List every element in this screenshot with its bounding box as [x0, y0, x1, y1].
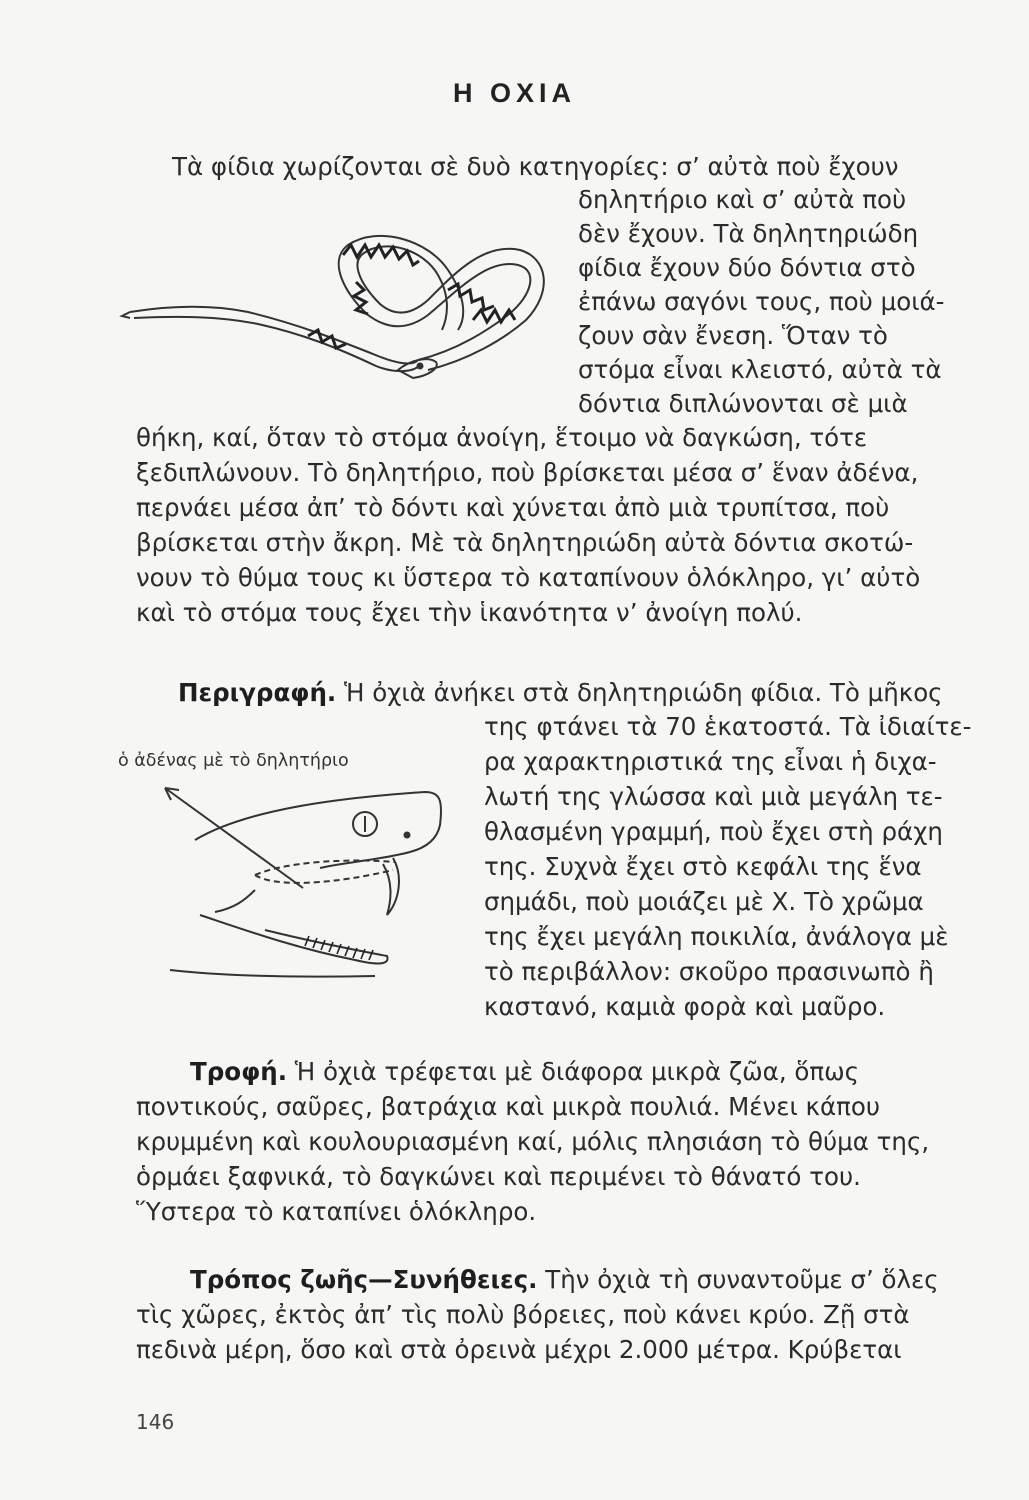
page-title: Η ΟΧΙΑ	[452, 78, 576, 108]
intro-line-12: βρίσκεται στὴν ἄκρη. Μὲ τὰ δηλητηριώδη αὐτὰ δόντια σκοτώ-	[136, 528, 914, 557]
intro-line-5: ἐπάνω σαγόνι τους, ποὺ μοιά-	[578, 287, 945, 316]
intro-line-9: θήκη, καί, ὅταν τὸ στόμα ἀνοίγη, ἕτοιμο νὰ δαγκώση, τότε	[136, 423, 868, 452]
figure-caption: ὁ ἀδένας μὲ τὸ δηλητήριο	[118, 751, 349, 771]
intro-line-13: νουν τὸ θύμα τους κι ὕστερα τὸ καταπίνουν ὁλόκληρο, γι’ αὐτὸ	[136, 563, 921, 592]
description-line-10: καστανό, καμιὰ φορὰ καὶ μαῦρο.	[484, 992, 886, 1021]
description-line-2: της φτάνει τὰ 70 ἑκατοστά. Τὰ ἰδιαίτε-	[484, 712, 972, 741]
intro-line-8: δόντια διπλώνονται σὲ μιὰ	[578, 389, 908, 418]
page-number: 146	[136, 1410, 175, 1434]
lifestyle-first-line: Τὴν ὀχιὰ τὴ συναντοῦμε σ’ ὅλες	[537, 1265, 939, 1294]
lifestyle-line-2: τὶς χῶρες, ἐκτὸς ἀπ’ τὶς πολὺ βόρειες, ποὺ κάνει κρύο. Ζῇ στὰ	[136, 1300, 910, 1329]
description-line-3: ρα χαρακτηριστικά της εἶναι ἡ διχα-	[484, 747, 937, 776]
description-line-8: της ἔχει μεγάλη ποικιλία, ἀνάλογα μὲ	[484, 922, 949, 951]
intro-line-1: Τὰ φίδια χωρίζονται σὲ δυὸ κατηγορίες: σ’ αὐτὰ ποὺ ἔχουν	[172, 152, 899, 181]
intro-line-4: φίδια ἔχουν δύο δόντια στὸ	[578, 253, 916, 282]
intro-line-10: ξεδιπλώνουν. Τὸ δηλητήριο, ποὺ βρίσκεται μέσα σ’ ἕναν ἀδένα,	[136, 458, 919, 487]
food-first-line: Ἡ ὀχιὰ τρέφεται μὲ διάφορα μικρὰ ζῶα, ὅπως	[287, 1057, 860, 1086]
lifestyle-line-3: πεδινὰ μέρη, ὅσο καὶ στὰ ὀρεινὰ μέχρι 2.000 μέτρα. Κρύβεται	[136, 1335, 902, 1364]
food-heading: Τροφή.	[190, 1057, 287, 1086]
description-line-6: της. Συχνὰ ἔχει στὸ κεφάλι της ἕνα	[484, 852, 922, 881]
viper-illustration	[128, 220, 568, 410]
food-line-4: ὁρμάει ξαφνικά, τὸ δαγκώνει καὶ περιμένει τὸ θάνατό του.	[136, 1162, 861, 1191]
intro-line-2: δηλητήριο καὶ σ’ αὐτὰ ποὺ	[578, 185, 907, 214]
description-line-9: τὸ περιβάλλον: σκοῦρο πρασινωπὸ ἢ	[484, 957, 934, 986]
intro-line-14: καὶ τὸ στόμα τους ἔχει τὴν ἱκανότητα ν’ ἀνοίγη πολύ.	[136, 598, 803, 627]
lifestyle-line-1	[190, 1265, 939, 1294]
intro-line-7: στόμα εἶναι κλειστό, αὐτὰ τὰ	[578, 355, 942, 384]
description-first-line: Ἡ ὀχιὰ ἀνήκει στὰ δηλητηριώδη φίδια. Τὸ μῆκος	[336, 678, 943, 707]
intro-line-3: δὲν ἔχουν. Τὰ δηλητηριώδη	[578, 219, 919, 248]
lifestyle-heading: Τρόπος ζωῆς—Συνήθειες.	[190, 1265, 538, 1294]
viper-head-illustration	[155, 780, 455, 990]
food-line-5: Ὕστερα τὸ καταπίνει ὁλόκληρο.	[136, 1197, 537, 1226]
description-line-4: λωτή της γλώσσα καὶ μιὰ μεγάλη τε-	[484, 782, 943, 811]
description-line-1	[178, 678, 943, 707]
intro-line-6: ζουν σὰν ἔνεση. Ὅταν τὸ	[578, 321, 888, 350]
food-line-1	[190, 1057, 860, 1086]
description-heading: Περιγραφή.	[178, 678, 337, 707]
intro-line-11: περνάει μέσα ἀπ’ τὸ δόντι καὶ χύνεται ἀπὸ μιὰ τρυπίτσα, ποὺ	[136, 493, 890, 522]
description-line-7: σημάδι, ποὺ μοιάζει μὲ Χ. Τὸ χρῶμα	[484, 887, 924, 916]
food-line-3: κρυμμένη καὶ κουλουριασμένη καί, μόλις πλησιάση τὸ θύμα της,	[136, 1127, 930, 1156]
description-line-5: θλασμένη γραμμή, ποὺ ἔχει στὴ ράχη	[484, 817, 943, 846]
food-line-2: ποντικούς, σαῦρες, βατράχια καὶ μικρὰ πουλιά. Μένει κάπου	[136, 1092, 881, 1121]
